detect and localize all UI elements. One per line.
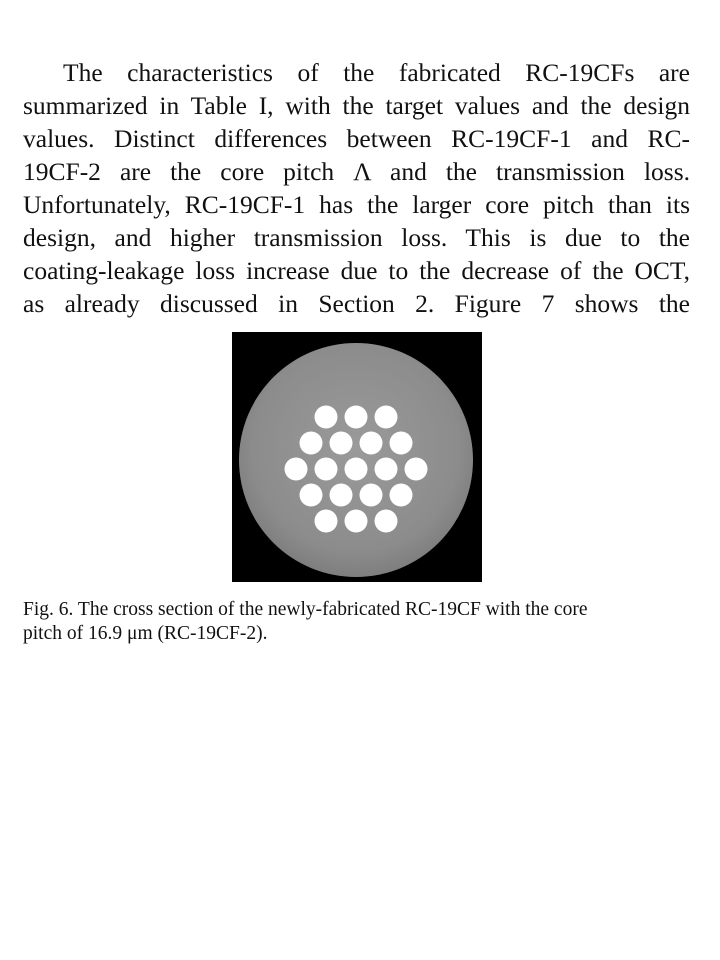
paragraph-line: coating-leakage loss increase due to the decrease of the OCT, [23, 256, 690, 285]
paragraph-line: 19CF-2 are the core pitch Λ and the transmission loss. [23, 157, 690, 186]
fiber-cross-section-image [232, 332, 482, 582]
fiber-core [390, 432, 413, 455]
fiber-core [390, 484, 413, 507]
fiber-core [330, 484, 353, 507]
fiber-core [345, 458, 368, 481]
fiber-core [345, 510, 368, 533]
fiber-core [300, 484, 323, 507]
paragraph-line: design, and higher transmission loss. This is due to the [23, 223, 690, 252]
fiber-core [375, 458, 398, 481]
fiber-core [315, 510, 338, 533]
fiber-core [285, 458, 308, 481]
caption-line: pitch of 16.9 μm (RC-19CF-2). [23, 623, 268, 644]
caption-line: Fig. 6. The cross section of the newly-fabricated RC-19CF with the core [23, 599, 588, 620]
paragraph-line: Unfortunately, RC-19CF-1 has the larger core pitch than its [23, 190, 690, 219]
fiber-core [360, 432, 383, 455]
paragraph-line: values. Distinct differences between RC-19CF-1 and RC- [23, 124, 690, 153]
fiber-core [300, 432, 323, 455]
fiber-core [330, 432, 353, 455]
fiber-core [405, 458, 428, 481]
fiber-cross-section-figure [232, 332, 482, 582]
paragraph-line: The characteristics of the fabricated RC-19CFs are [63, 58, 690, 87]
fiber-core [375, 510, 398, 533]
paragraph-line: summarized in Table I, with the target values and the design [23, 91, 690, 120]
paragraph-line: as already discussed in Section 2. Figure 7 shows the [23, 289, 690, 318]
fiber-core [315, 458, 338, 481]
fiber-core [345, 406, 368, 429]
fiber-core [360, 484, 383, 507]
fiber-core [375, 406, 398, 429]
fiber-core [315, 406, 338, 429]
